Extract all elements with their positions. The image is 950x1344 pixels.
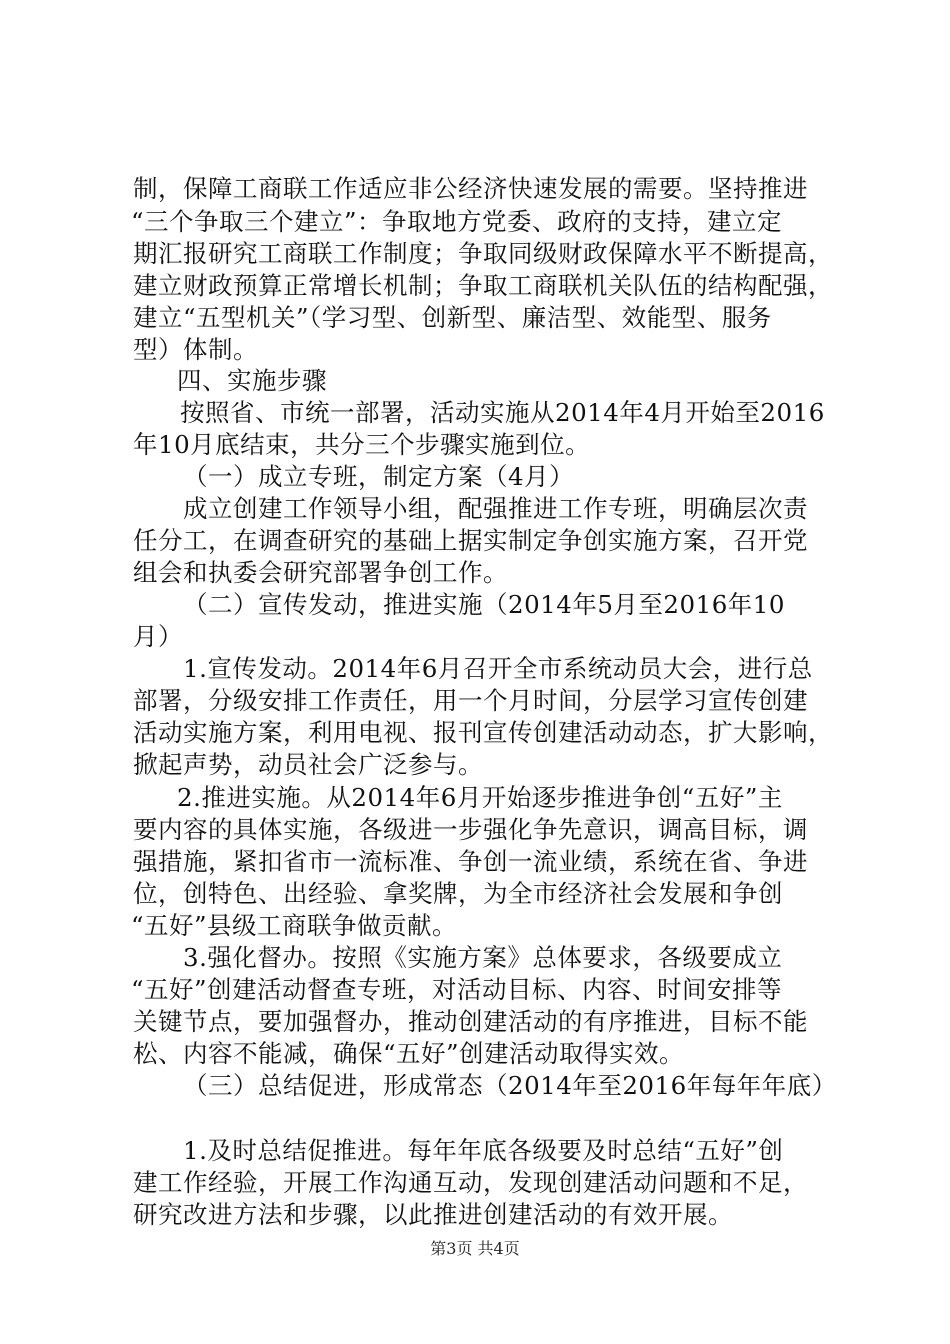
text-line: 建立“五型机关”（学习型、创新型、廉洁型、效能型、服务 — [133, 303, 772, 332]
text-line: 1.宣传发动。2014年6月召开全市系统动员大会，进行总 — [183, 654, 813, 683]
text-line: 位，创特色、出经验、拿奖牌，为全市经济社会发展和争创 — [133, 879, 783, 908]
subsection-heading: （三）总结促进，形成常态（2014年至2016年每年年底） — [183, 1071, 837, 1100]
text-line: 组会和执委会研究部署争创工作。 — [133, 558, 508, 587]
text-line: “三个争取三个建立”：争取地方党委、政府的支持，建立定 — [131, 207, 783, 236]
text-line: 按照省、市统一部署，活动实施从2014年4月开始至2016 — [180, 398, 825, 427]
text-line: 部署，分级安排工作责任，用一个月时间，分层学习宣传创建 — [133, 686, 808, 715]
text-line: 建工作经验，开展工作沟通互动，发现创建活动问题和不足， — [133, 1168, 808, 1197]
text-line: 年10月底结束，共分三个步骤实施到位。 — [133, 430, 591, 459]
text-line: 建立财政预算正常增长机制；争取工商联机关队伍的结构配强， — [133, 271, 833, 300]
text-line: 掀起声势，动员社会广泛参与。 — [133, 750, 483, 779]
text-line: 1.及时总结促推进。每年年底各级要及时总结“五好”创 — [183, 1136, 784, 1165]
text-line: 2.推进实施。从2014年6月开始逐步推进争创“五好”主 — [177, 783, 783, 812]
text-line: 3.强化督办。按照《实施方案》总体要求，各级要成立 — [183, 943, 783, 972]
subsection-heading: （一）成立专班，制定方案（4月） — [183, 462, 575, 491]
text-line: 强措施，紧扣省市一流标准、争创一流业绩，系统在省、争进 — [133, 847, 808, 876]
text-line: 任分工，在调查研究的基础上据实制定争创实施方案，召开党 — [133, 526, 808, 555]
text-line: 成立创建工作领导小组，配强推进工作专班，明确层次责 — [183, 494, 808, 523]
text-line: 松、内容不能减，确保“五好”创建活动取得实效。 — [133, 1039, 685, 1068]
text-line: 制，保障工商联工作适应非公经济快速发展的需要。坚持推进 — [133, 174, 808, 203]
subsection-heading: （二）宣传发动，推进实施（2014年5月至2016年10 — [183, 590, 785, 619]
text-line: 型）体制。 — [133, 335, 258, 364]
text-line: 月） — [133, 622, 183, 651]
text-line: 要内容的具体实施，各级进一步强化争先意识，调高目标，调 — [133, 815, 808, 844]
text-line: “五好”创建活动督查专班，对活动目标、内容、时间安排等 — [131, 975, 783, 1004]
text-line: “五好”县级工商联争做贡献。 — [131, 911, 458, 940]
section-heading: 四、实施步骤 — [177, 366, 327, 395]
text-line: 研究改进方法和步骤，以此推进创建活动的有效开展。 — [133, 1200, 733, 1229]
text-line: 关键节点，要加强督办，推动创建活动的有序推进，目标不能 — [133, 1007, 808, 1036]
page-footer: 第3页 共4页 — [430, 1239, 520, 1258]
text-line: 活动实施方案，利用电视、报刊宣传创建活动动态，扩大影响， — [133, 718, 833, 747]
text-line: 期汇报研究工商联工作制度；争取同级财政保障水平不断提高， — [133, 239, 833, 268]
